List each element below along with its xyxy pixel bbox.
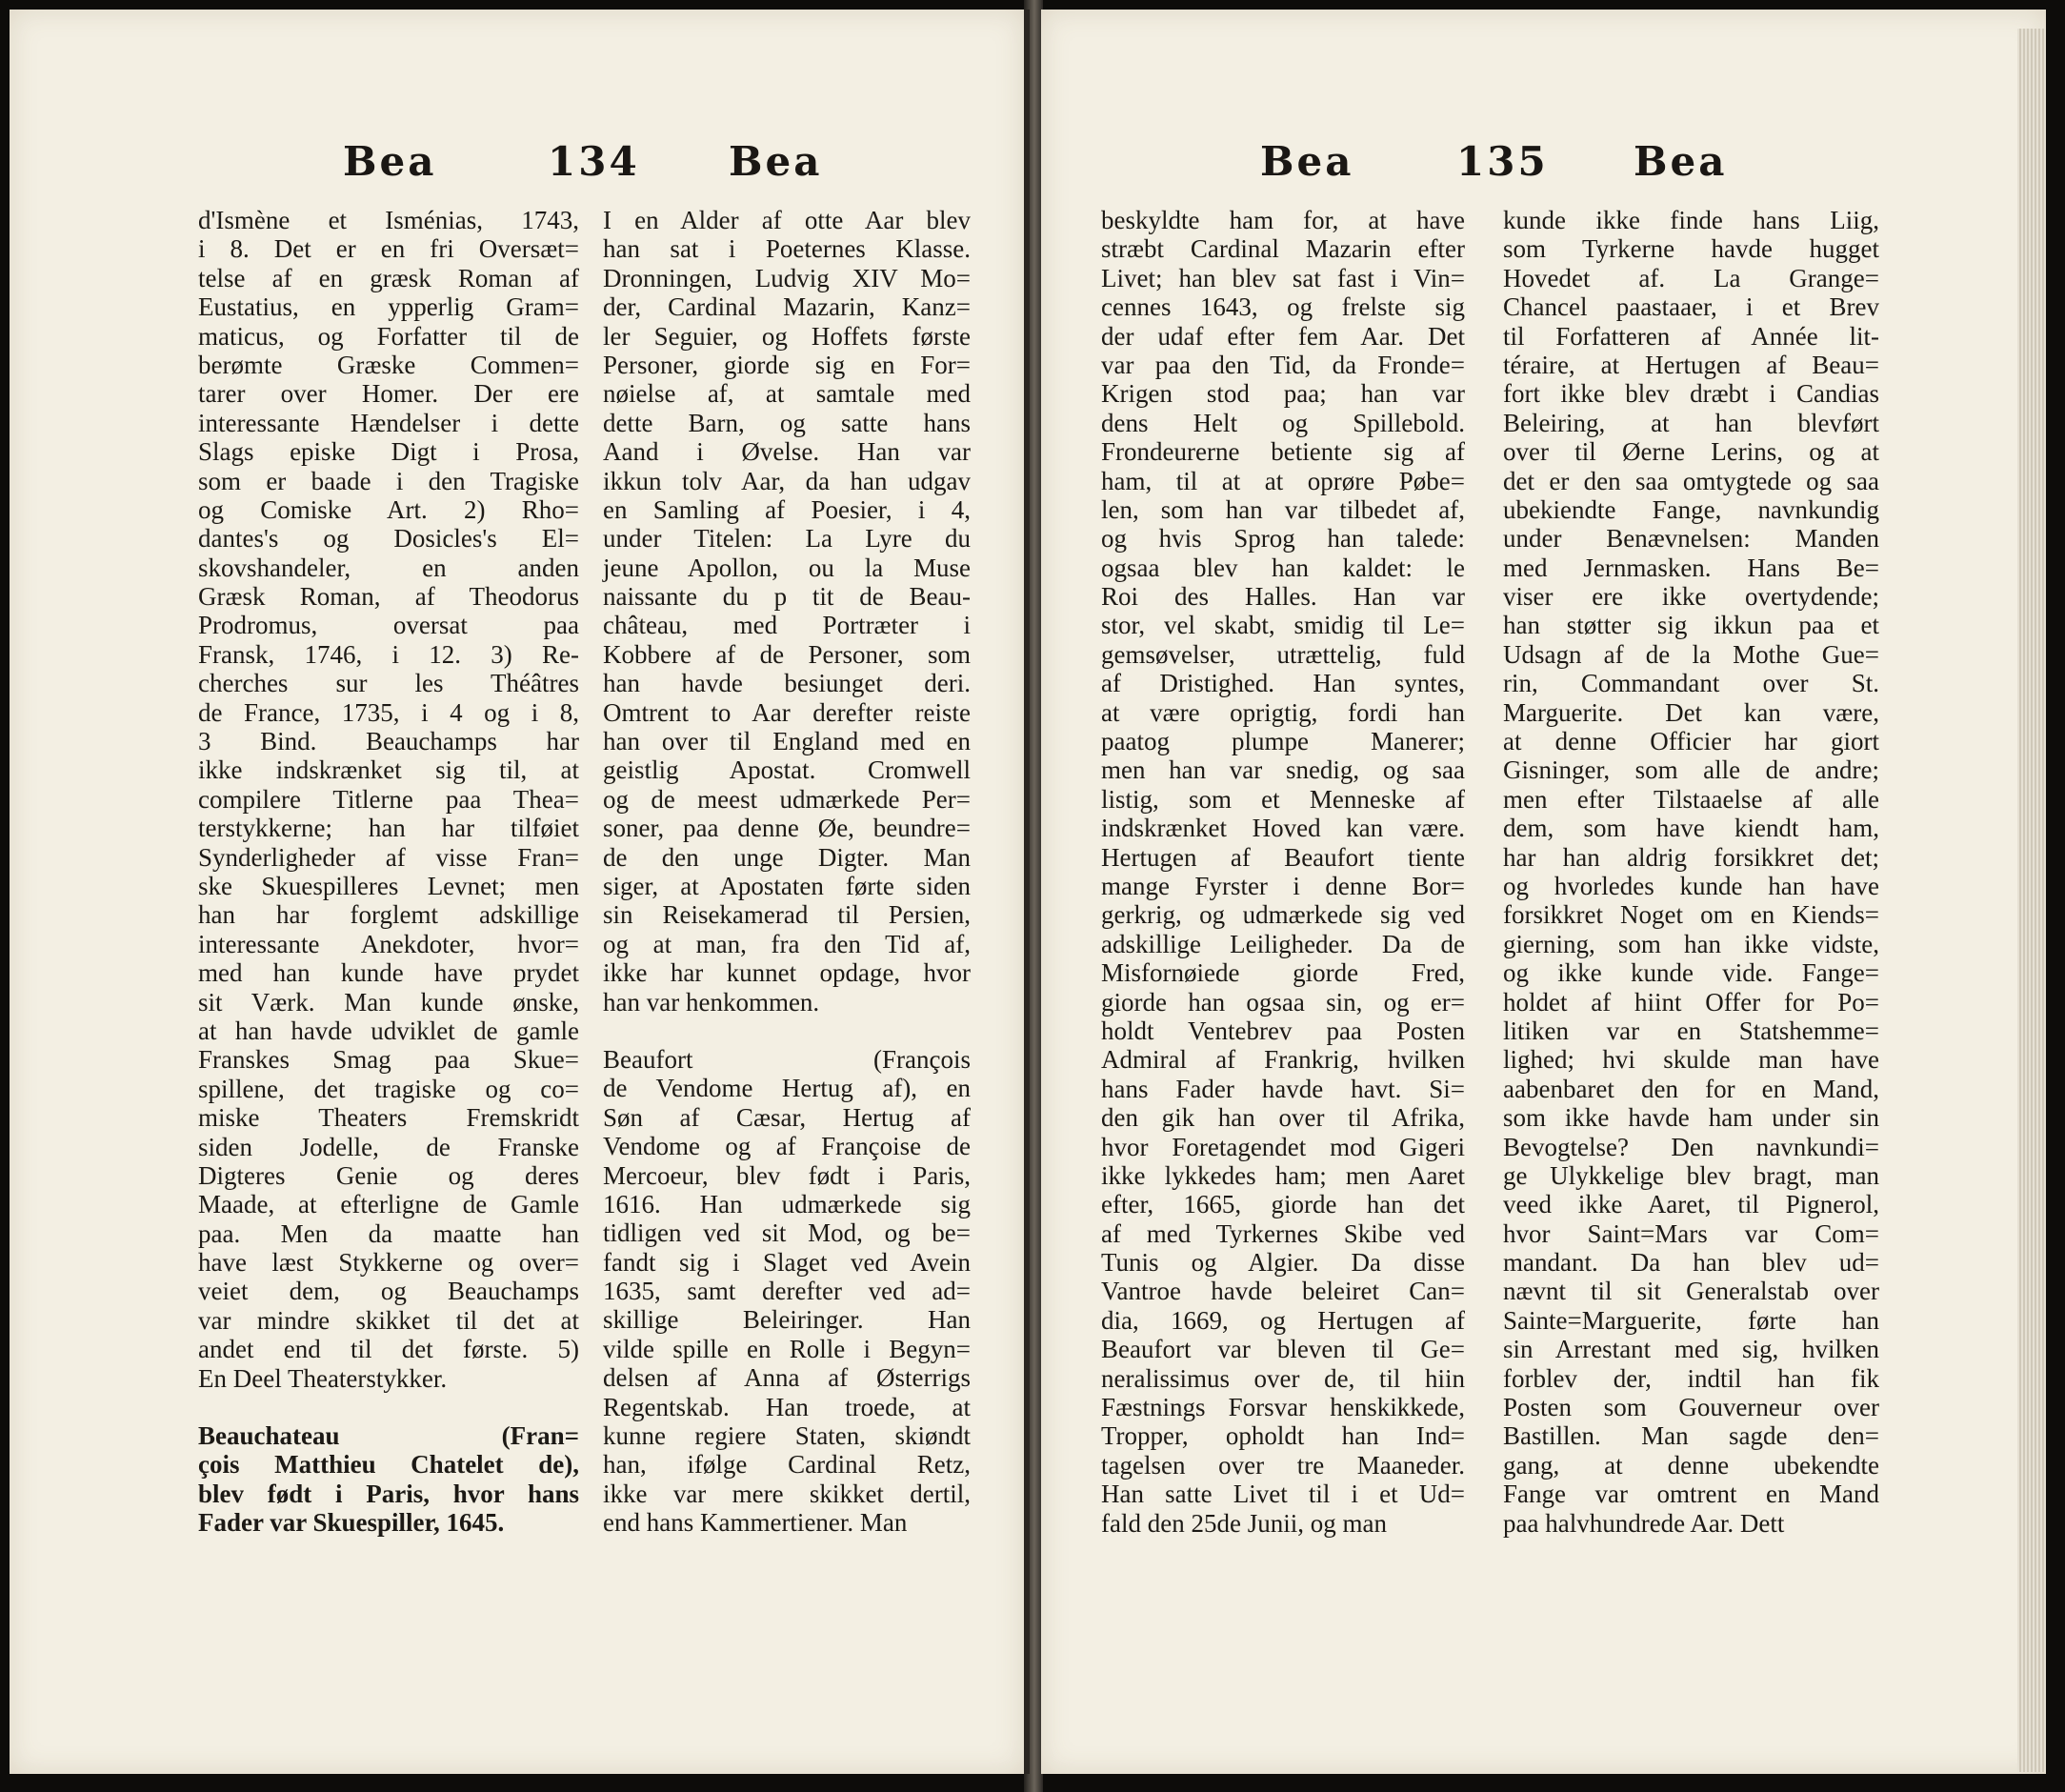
text-line: Aand i Øvelse. Han var xyxy=(603,437,971,467)
text-line: paa halvhundrede Aar. Dett xyxy=(1503,1508,1785,1538)
text-line: 1616. Han udmærkede sig xyxy=(603,1189,971,1218)
text-line: i 8. Det er en fri Oversæt= xyxy=(198,234,579,264)
text-line: interessante Anekdoter, hvor= xyxy=(198,929,579,958)
text-line: have læst Stykkerne og over= xyxy=(198,1248,579,1278)
text-line: soner, paa denne Øe, beundre= xyxy=(603,814,971,843)
text-line: kunde ikke finde hans Liig, xyxy=(1503,206,1879,234)
text-line: listig, som et Menneske af xyxy=(1101,784,1465,814)
text-line: hvor Saint=Mars var Com= xyxy=(1503,1218,1879,1248)
text-line: over til Øerne Lerins, og at xyxy=(1503,437,1879,467)
text-line: Han satte Livet til i et Ud= xyxy=(1101,1480,1465,1509)
text-line: dia, 1669, og Hertugen af xyxy=(1101,1305,1465,1335)
text-line: han sat i Poeternes Klasse. xyxy=(603,234,971,264)
col-lines xyxy=(1503,206,1879,1538)
text-line: dantes's og Dosicles's El= xyxy=(198,524,579,554)
text-line: at han havde udviklet de gamle xyxy=(198,1016,579,1045)
text-line: 3 Bind. Beauchamps har xyxy=(198,727,579,756)
right-head-word-right: Bea xyxy=(1634,138,1728,185)
text-line: der, Cardinal Mazarin, Kanz= xyxy=(603,292,971,322)
text-line: dens Helt og Spillebold. xyxy=(1101,408,1465,437)
text-line: Omtrent to Aar derefter reiste xyxy=(603,697,971,727)
text-line: mandant. Da han blev ud= xyxy=(1503,1248,1879,1278)
text-line: telse af en græsk Roman af xyxy=(198,263,579,292)
text-line: naissante du p tit de Beau- xyxy=(603,582,971,612)
text-line: berømte Græske Commen= xyxy=(198,350,579,379)
text-line: Søn af Cæsar, Hertug af xyxy=(603,1102,971,1132)
text-line: viser ere ikke overtydende; xyxy=(1503,582,1879,612)
text-line: Fange var omtrent en Mand xyxy=(1503,1480,1879,1509)
text-line: gemsøvelser, utrættelig, fuld xyxy=(1101,639,1465,669)
text-line: len, som han var tilbedet af, xyxy=(1101,494,1465,524)
text-line: dette Barn, og satte hans xyxy=(603,408,971,437)
left-page-column-2 xyxy=(603,206,971,1538)
text-line: hans Fader havde havt. Si= xyxy=(1101,1074,1465,1103)
right-page-number: 135 xyxy=(1456,138,1549,185)
text-line: har han aldrig forsikkret det; xyxy=(1503,842,1879,872)
entry-beaufort xyxy=(603,1045,971,1538)
text-line: Bastillen. Man sagde den= xyxy=(1503,1421,1879,1451)
text-line: ikkun tolv Aar, da han udgav xyxy=(603,466,971,495)
text-line: Admiral af Frankrig, hvilken xyxy=(1101,1045,1465,1075)
text-line: Frondeurerne betiente sig af xyxy=(1101,437,1465,467)
text-line: stræbt Cardinal Mazarin efter xyxy=(1101,234,1465,264)
text-line: og ikke kunde vide. Fange= xyxy=(1503,958,1879,988)
text-line: château, med Portræter i xyxy=(603,611,971,640)
text-line: blev født i Paris, hvor hans xyxy=(198,1479,579,1508)
left-head-word-left: Bea xyxy=(343,138,437,185)
text-line: Fransk, 1746, i 12. 3) Re- xyxy=(198,639,579,669)
text-line: og de meest udmærkede Per= xyxy=(603,784,971,814)
text-line: beskyldte ham for, at have xyxy=(1101,206,1465,234)
text-line: rin, Commandant over St. xyxy=(1503,669,1879,698)
text-line: det er den saa omtygtede og saa xyxy=(1503,466,1879,495)
text-line: en Samling af Poesier, i 4, xyxy=(603,494,971,524)
text-line: I en Alder af otte Aar blev xyxy=(603,206,971,234)
text-line: ikke var mere skikket dertil, xyxy=(603,1479,971,1508)
text-line: Chancel paastaaer, i et Brev xyxy=(1503,292,1879,322)
text-line: men han var snedig, og saa xyxy=(1101,755,1465,785)
text-line: giorde han ogsaa sin, og er= xyxy=(1101,987,1465,1017)
text-line: forsikkret Noget om en Kiends= xyxy=(1503,900,1879,930)
text-line: end hans Kammertiener. Man xyxy=(603,1508,908,1538)
text-line: skovshandeler, en anden xyxy=(198,553,579,582)
text-line: som er baade i den Tragiske xyxy=(198,466,579,495)
text-line: Synderligheder af visse Fran= xyxy=(198,842,579,872)
text-line: og hvorledes kunde han have xyxy=(1503,871,1879,900)
col-lines xyxy=(198,206,579,1393)
right-page-column-2 xyxy=(1503,206,1879,1538)
text-line: Fader var Skuespiller, 1645. xyxy=(198,1508,505,1538)
text-line: forblev der, indtil han fik xyxy=(1503,1363,1879,1393)
text-line: sit Værk. Man kunde ønske, xyxy=(198,987,579,1017)
text-line: indskrænket Hoved kan være. xyxy=(1101,814,1465,843)
text-line: Vendome og af Françoise de xyxy=(603,1132,971,1161)
text-line: at være oprigtig, fordi han xyxy=(1101,697,1465,727)
text-line: gang, at denne ubekendte xyxy=(1503,1450,1879,1480)
text-line: compilere Titlerne paa Thea= xyxy=(198,784,579,814)
text-line: Digteres Genie og deres xyxy=(198,1160,579,1190)
text-line: under Benævnelsen: Manden xyxy=(1503,524,1879,554)
text-line: Franskes Smag paa Skue= xyxy=(198,1045,579,1075)
text-line: og at man, fra den Tid af, xyxy=(603,929,971,958)
text-line: at denne Officier har giort xyxy=(1503,727,1879,756)
text-line: cherches sur les Théâtres xyxy=(198,669,579,698)
text-line: dem, som have kiendt ham, xyxy=(1503,814,1879,843)
text-line: Posten som Gouverneur over xyxy=(1503,1393,1879,1422)
text-line: de den unge Digter. Man xyxy=(603,842,971,872)
text-line: adskillige Leiligheder. Da de xyxy=(1101,929,1465,958)
text-line: Gisninger, som alle de andre; xyxy=(1503,755,1879,785)
col-lines xyxy=(1101,206,1465,1538)
text-line: gerkrig, og udmærkede sig ved xyxy=(1101,900,1465,930)
text-line: Græsk Roman, af Theodorus xyxy=(198,582,579,612)
text-line: til Forfatteren af Année lit- xyxy=(1503,321,1879,351)
text-line: med Jernmasken. Hans Be= xyxy=(1503,553,1879,582)
text-line: mange Fyrster i denne Bor= xyxy=(1101,871,1465,900)
text-line: tidligen ved sit Mod, og be= xyxy=(603,1218,971,1248)
right-page xyxy=(1041,10,2046,1774)
text-line: som Tyrkerne havde hugget xyxy=(1503,234,1879,264)
text-line: Misfornøiede giorde Fred, xyxy=(1101,958,1465,988)
text-line: fandt sig i Slaget ved Avein xyxy=(603,1247,971,1277)
text-line: Livet; han blev sat fast i Vin= xyxy=(1101,263,1465,292)
text-line: ge Ulykkelige blev bragt, man xyxy=(1503,1160,1879,1190)
text-line: skillige Beleiringer. Han xyxy=(603,1305,971,1335)
text-line: han, ifølge Cardinal Retz, xyxy=(603,1450,971,1480)
text-line: han over til England med en xyxy=(603,727,971,756)
text-line: stor, vel skabt, smidig til Le= xyxy=(1101,611,1465,640)
text-line: siden Jodelle, de Franske xyxy=(198,1132,579,1161)
text-line: Beauchateau (Fran= xyxy=(198,1421,579,1451)
text-line: men efter Tilstaaelse af alle xyxy=(1503,784,1879,814)
text-line: Personer, giorde sig en For= xyxy=(603,350,971,379)
text-line: neralissimus over de, til hiin xyxy=(1101,1363,1465,1393)
text-line: holdet af hiint Offer for Po= xyxy=(1503,987,1879,1017)
text-line: af med Tyrkernes Skibe ved xyxy=(1101,1218,1465,1248)
text-line: han var henkommen. xyxy=(603,987,820,1017)
text-line: ogsaa blev han kaldet: le xyxy=(1101,553,1465,582)
text-line: siger, at Apostaten førte siden xyxy=(603,871,971,900)
text-line: Roi des Halles. Han var xyxy=(1101,582,1465,612)
text-line: under Titelen: La Lyre du xyxy=(603,524,971,554)
text-line: ler Seguier, og Hoffets første xyxy=(603,321,971,351)
left-page-number: 134 xyxy=(548,138,640,185)
text-line: téraire, at Hertugen af Beau= xyxy=(1503,350,1879,379)
text-line: d'Ismène et Isménias, 1743, xyxy=(198,206,579,234)
text-line: andet end til det første. 5) xyxy=(198,1335,579,1364)
text-line: Beaufort (François xyxy=(603,1044,971,1074)
text-line: han støtter sig ikkun paa et xyxy=(1503,611,1879,640)
text-line: var mindre skikket til det at xyxy=(198,1305,579,1335)
text-line: Mercoeur, blev født i Paris, xyxy=(603,1160,971,1190)
text-line: Tropper, opholdt han Ind= xyxy=(1101,1421,1465,1451)
text-line: gierning, som han ikke vidste, xyxy=(1503,929,1879,958)
text-line: interessante Hændelser i dette xyxy=(198,408,579,437)
text-line: ham, til at at oprøre Pøbe= xyxy=(1101,466,1465,495)
text-line: Eustatius, en ypperlig Gram= xyxy=(198,292,579,322)
text-line: 1635, samt derefter ved ad= xyxy=(603,1277,971,1306)
left-page xyxy=(10,10,1030,1774)
text-line: og Comiske Art. 2) Rho= xyxy=(198,494,579,524)
text-line: litiken var en Statshemme= xyxy=(1503,1016,1879,1045)
text-line: kunne regiere Staten, skiøndt xyxy=(603,1421,971,1451)
left-page-column-1 xyxy=(198,206,579,1538)
text-line: En Deel Theaterstykker. xyxy=(198,1363,448,1393)
text-line: Fæstnings Forsvar henskikkede, xyxy=(1101,1393,1465,1422)
text-line: Marguerite. Det kan være, xyxy=(1503,697,1879,727)
text-line: af Dristighed. Han syntes, xyxy=(1101,669,1465,698)
text-line: Bevogtelse? Den navnkundi= xyxy=(1503,1132,1879,1161)
text-line: Regentskab. Han troede, at xyxy=(603,1392,971,1421)
text-line: tagelsen over tre Maaneder. xyxy=(1101,1450,1465,1480)
right-page-column-1 xyxy=(1101,206,1465,1538)
text-line: var paa den Tid, da Fronde= xyxy=(1101,350,1465,379)
text-line: de Vendome Hertug af), en xyxy=(603,1074,971,1103)
left-running-head xyxy=(10,138,1024,195)
text-line: Kobbere af de Personer, som xyxy=(603,639,971,669)
left-head-word-right: Bea xyxy=(729,138,823,185)
text-line: Hovedet af. La Grange= xyxy=(1503,263,1879,292)
text-line: maticus, og Forfatter til de xyxy=(198,321,579,351)
text-line: cennes 1643, og frelste sig xyxy=(1101,292,1465,322)
right-head-word-left: Bea xyxy=(1260,138,1354,185)
text-line: miske Theaters Fremskridt xyxy=(198,1103,579,1133)
text-line: hvor Foretagendet mod Gigeri xyxy=(1101,1132,1465,1161)
text-line: çois Matthieu Chatelet de), xyxy=(198,1450,579,1480)
text-line: efter, 1665, giorde han det xyxy=(1101,1190,1465,1219)
text-line: Udsagn af de la Mothe Gue= xyxy=(1503,639,1879,669)
text-line: holdt Ventebrev paa Posten xyxy=(1101,1016,1465,1045)
text-line: han har forglemt adskillige xyxy=(198,900,579,930)
text-line: paa. Men da maatte han xyxy=(198,1218,579,1248)
text-line: jeune Apollon, ou la Muse xyxy=(603,553,971,582)
text-line: den gik han over til Afrika, xyxy=(1101,1103,1465,1133)
text-line: Maade, at efterligne de Gamle xyxy=(198,1190,579,1219)
text-line: lighed; hvi skulde man have xyxy=(1503,1045,1879,1075)
text-line: paatog plumpe Manerer; xyxy=(1101,727,1465,756)
text-line: delsen af Anna af Østerrigs xyxy=(603,1363,971,1393)
entry-beauchateau xyxy=(198,1421,579,1538)
text-line: vilde spille en Rolle i Begyn= xyxy=(603,1334,971,1363)
text-line: Hertugen af Beaufort tiente xyxy=(1101,842,1465,872)
text-line: ske Skuespilleres Levnet; men xyxy=(198,871,579,900)
text-line: terstykkerne; han har tilføiet xyxy=(198,814,579,843)
right-running-head xyxy=(1041,138,2046,195)
text-line: de France, 1735, i 4 og i 8, xyxy=(198,697,579,727)
text-line: Prodromus, oversat paa xyxy=(198,611,579,640)
text-line: Sainte=Marguerite, førte han xyxy=(1503,1305,1879,1335)
text-line: han havde besiunget deri. xyxy=(603,669,971,698)
text-line: Krigen stod paa; han var xyxy=(1101,379,1465,409)
text-line: sin Reisekamerad til Persien, xyxy=(603,900,971,930)
text-line: og hvis Sprog han talede: xyxy=(1101,524,1465,554)
text-line: der udaf efter fem Aar. Det xyxy=(1101,321,1465,351)
text-line: Beleiring, at han blevført xyxy=(1503,408,1879,437)
text-line: Slags episke Digt i Prosa, xyxy=(198,437,579,467)
text-line: nævnt til sit Generalstab over xyxy=(1503,1277,1879,1306)
text-line: fort ikke blev dræbt i Candias xyxy=(1503,379,1879,409)
page-edge-strip xyxy=(2017,29,2046,1772)
text-line: nøielse af, at samtale med xyxy=(603,379,971,409)
text-line: ikke lykkedes ham; men Aaret xyxy=(1101,1160,1465,1190)
text-line: som ikke havde ham under sin xyxy=(1503,1103,1879,1133)
text-line: ubekiendte Fange, navnkundig xyxy=(1503,494,1879,524)
text-line: fald den 25de Junii, og man xyxy=(1101,1508,1387,1538)
text-line: sin Arrestant med sig, hvilken xyxy=(1503,1335,1879,1364)
text-line: Vantroe havde beleiret Can= xyxy=(1101,1277,1465,1306)
text-line: spillene, det tragiske og co= xyxy=(198,1074,579,1103)
text-line: geistlig Apostat. Cromwell xyxy=(603,755,971,785)
text-line: veed ikke Aaret, til Pignerol, xyxy=(1503,1190,1879,1219)
text-line: tarer over Homer. Der ere xyxy=(198,379,579,409)
col-lines xyxy=(603,206,971,1017)
text-line: ikke indskrænket sig til, at xyxy=(198,755,579,785)
text-line: Dronningen, Ludvig XIV Mo= xyxy=(603,263,971,292)
text-line: veiet dem, og Beauchamps xyxy=(198,1277,579,1306)
text-line: Tunis og Algier. Da disse xyxy=(1101,1248,1465,1278)
text-line: med han kunde have prydet xyxy=(198,958,579,988)
text-line: Beaufort var bleven til Ge= xyxy=(1101,1335,1465,1364)
text-line: aabenbaret den for en Mand, xyxy=(1503,1074,1879,1103)
text-line: ikke har kunnet opdage, hvor xyxy=(603,958,971,988)
